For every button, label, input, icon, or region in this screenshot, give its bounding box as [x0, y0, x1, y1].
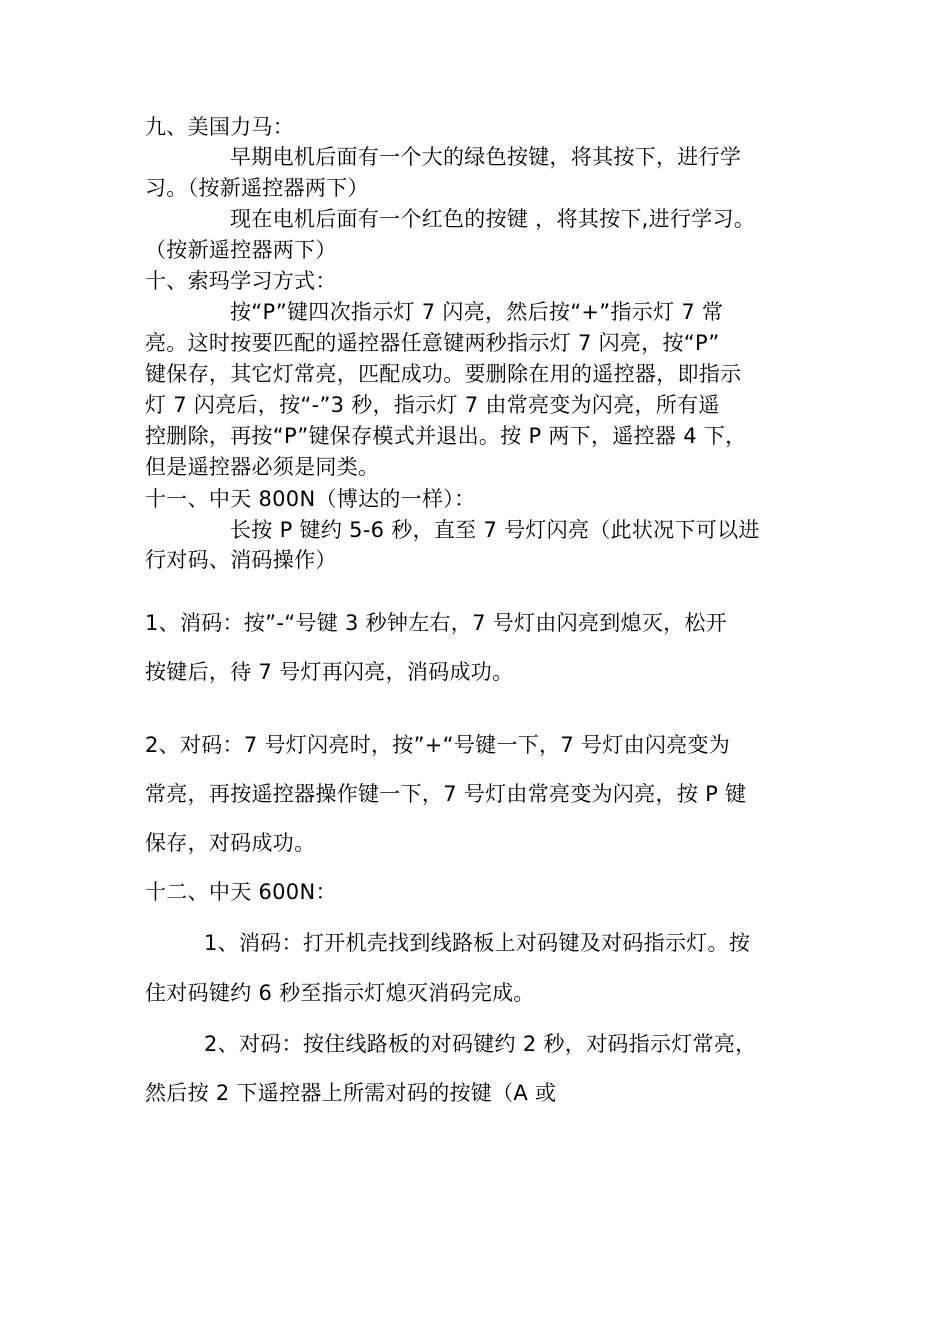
text-line: 行对码、消码操作）: [145, 548, 337, 572]
heading-section-10: 十、索玛学习方式：: [145, 269, 337, 293]
text-line: 住对码键约 6 秒至指示灯熄灭消码完成。: [145, 981, 535, 1005]
text-line: 键保存，其它灯常亮，匹配成功。要删除在用的遥控器，即指示: [145, 362, 742, 386]
text-line: 但是遥控器必须是同类。: [145, 455, 380, 479]
text-line: 常亮，再按遥控器操作键一下，7 号灯由常亮变为闪亮，按 P 键: [145, 782, 747, 806]
text-line: 1、消码：按”-“号键 3 秒钟左右，7 号灯由闪亮到熄灭，松开: [145, 611, 728, 635]
heading-section-11: 十一、中天 800N（博达的一样）：: [145, 487, 476, 511]
text-line: 灯 7 闪亮后，按“-”3 秒，指示灯 7 由常亮变为闪亮，所有遥: [145, 393, 720, 417]
text-line: 习。（按新遥控器两下）: [145, 176, 369, 200]
text-line: 早期电机后面有一个大的绿色按键，将其按下，进行学: [230, 145, 742, 169]
text-line: 2、对码：按住线路板的对码键约 2 秒，对码指示灯常亮，: [204, 1032, 757, 1056]
text-line: 保存，对码成功。: [145, 831, 316, 855]
text-line: 2、对码：7 号灯闪亮时，按”+“号键一下，7 号灯由闪亮变为: [145, 733, 731, 757]
text-line: 现在电机后面有一个红色的按键 ，将其按下,进行学习。: [230, 207, 756, 231]
text-line: 控删除，再按“P”键保存模式并退出。按 P 两下，遥控器 4 下，: [145, 424, 747, 448]
text-line: 按键后，待 7 号灯再闪亮，消码成功。: [145, 660, 514, 684]
text-line: 按“P”键四次指示灯 7 闪亮，然后按“+”指示灯 7 常: [230, 300, 724, 324]
heading-section-12: 十二、中天 600N：: [145, 880, 337, 904]
text-line: 然后按 2 下遥控器上所需对码的按键（A 或: [145, 1081, 557, 1105]
heading-section-9: 九、美国力马：: [145, 115, 295, 139]
text-line: 亮。这时按要匹配的遥控器任意键两秒指示灯 7 闪亮，按“P”: [145, 331, 720, 355]
text-line: 1、消码：打开机壳找到线路板上对码键及对码指示灯。按: [204, 931, 751, 955]
text-line: （按新遥控器两下）: [145, 238, 337, 262]
text-line: 长按 P 键约 5-6 秒，直至 7 号灯闪亮（此状况下可以进: [230, 518, 760, 542]
